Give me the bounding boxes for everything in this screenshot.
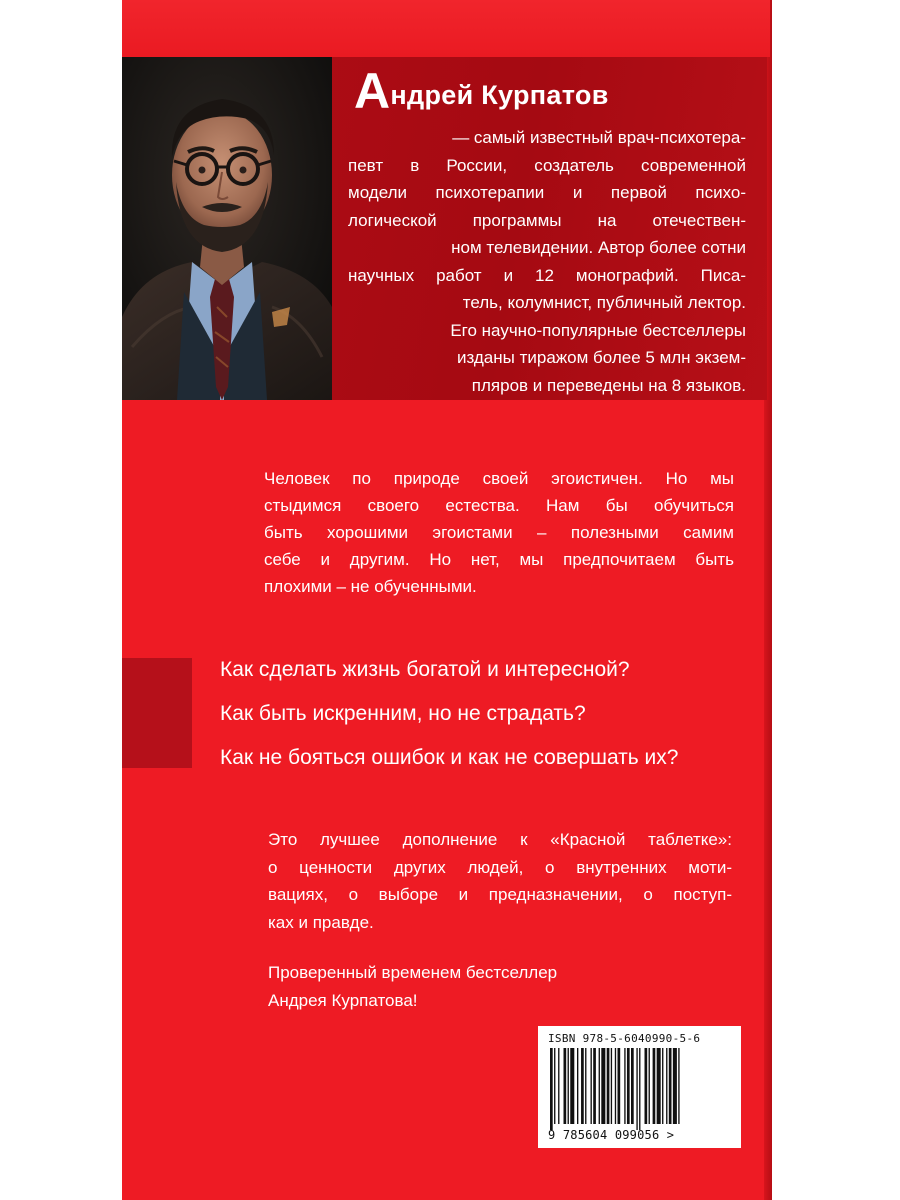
- bio-line: ном телевидении. Автор более сотни: [451, 238, 746, 257]
- question-item: Как быть искренним, но не страдать?: [220, 702, 586, 725]
- author-photo: [122, 57, 332, 400]
- isbn-text: ISBN 978-5-6040990-5-6: [548, 1032, 701, 1045]
- question-item: Как сделать жизнь богатой и интересной?: [220, 658, 630, 681]
- blurb-line: себе и другим. Но нет, мы предпочитаем быть: [264, 550, 734, 569]
- author-bio: [348, 124, 746, 399]
- blurb-line: быть хорошими эгоистами – полезными самим: [264, 523, 734, 542]
- bio-line: пляров и переведены на 8 языков.: [471, 375, 746, 395]
- blurb-line: стыдимся своего естества. Нам бы обучиться: [264, 496, 734, 515]
- bio-line: модели психотерапии и первой психо-: [348, 183, 746, 202]
- accent-block: [122, 658, 192, 768]
- bio-line: тель, колумнист, публичный лектор.: [462, 293, 746, 312]
- promo-line: Это лучшее дополнение к «Красной таблетке»:: [268, 830, 732, 849]
- top-band: [122, 0, 770, 57]
- bio-line: научных работ и 12 монографий. Писа-: [348, 265, 746, 285]
- closing-line: Андрея Курпатова!: [268, 990, 418, 1010]
- blurb-line: плохими – не обученными.: [264, 577, 477, 596]
- blurb-paragraph: [264, 465, 734, 600]
- bio-line: певт в России, создатель современной: [348, 155, 746, 175]
- author-photo-illustration: [122, 57, 332, 400]
- promo-line: вациях, о выборе и предназначении, о поступ-: [268, 885, 732, 904]
- questions-list: [220, 648, 678, 780]
- closing-paragraph: [268, 959, 557, 1014]
- barcode-label: [538, 1026, 741, 1148]
- bio-line: логической программы на отечествен-: [348, 210, 746, 230]
- barcode-digits: 9 785604 099056 >: [548, 1128, 675, 1142]
- closing-line: Проверенный временем бестселлер: [268, 963, 558, 982]
- question-item: Как не бояться ошибок и как не совершать их?: [220, 746, 679, 769]
- promo-line: о ценности других людей, о внутренних моти-: [268, 857, 732, 877]
- author-name-initial: А: [354, 63, 391, 119]
- bio-line: Его научно-популярные бестселлеры: [450, 320, 746, 340]
- author-name-rest: ндрей Курпатов: [390, 80, 609, 110]
- promo-line: ках и правде.: [268, 912, 374, 932]
- promo-paragraph: [268, 826, 732, 936]
- bio-line: изданы тиражом более 5 млн экзем-: [456, 348, 746, 367]
- blurb-line: Человек по природе своей эгоистичен. Но мы: [264, 469, 734, 488]
- bio-line: — самый известный врач-психотера-: [452, 128, 746, 147]
- barcode-graphic: [548, 1048, 728, 1130]
- author-name: [354, 62, 609, 120]
